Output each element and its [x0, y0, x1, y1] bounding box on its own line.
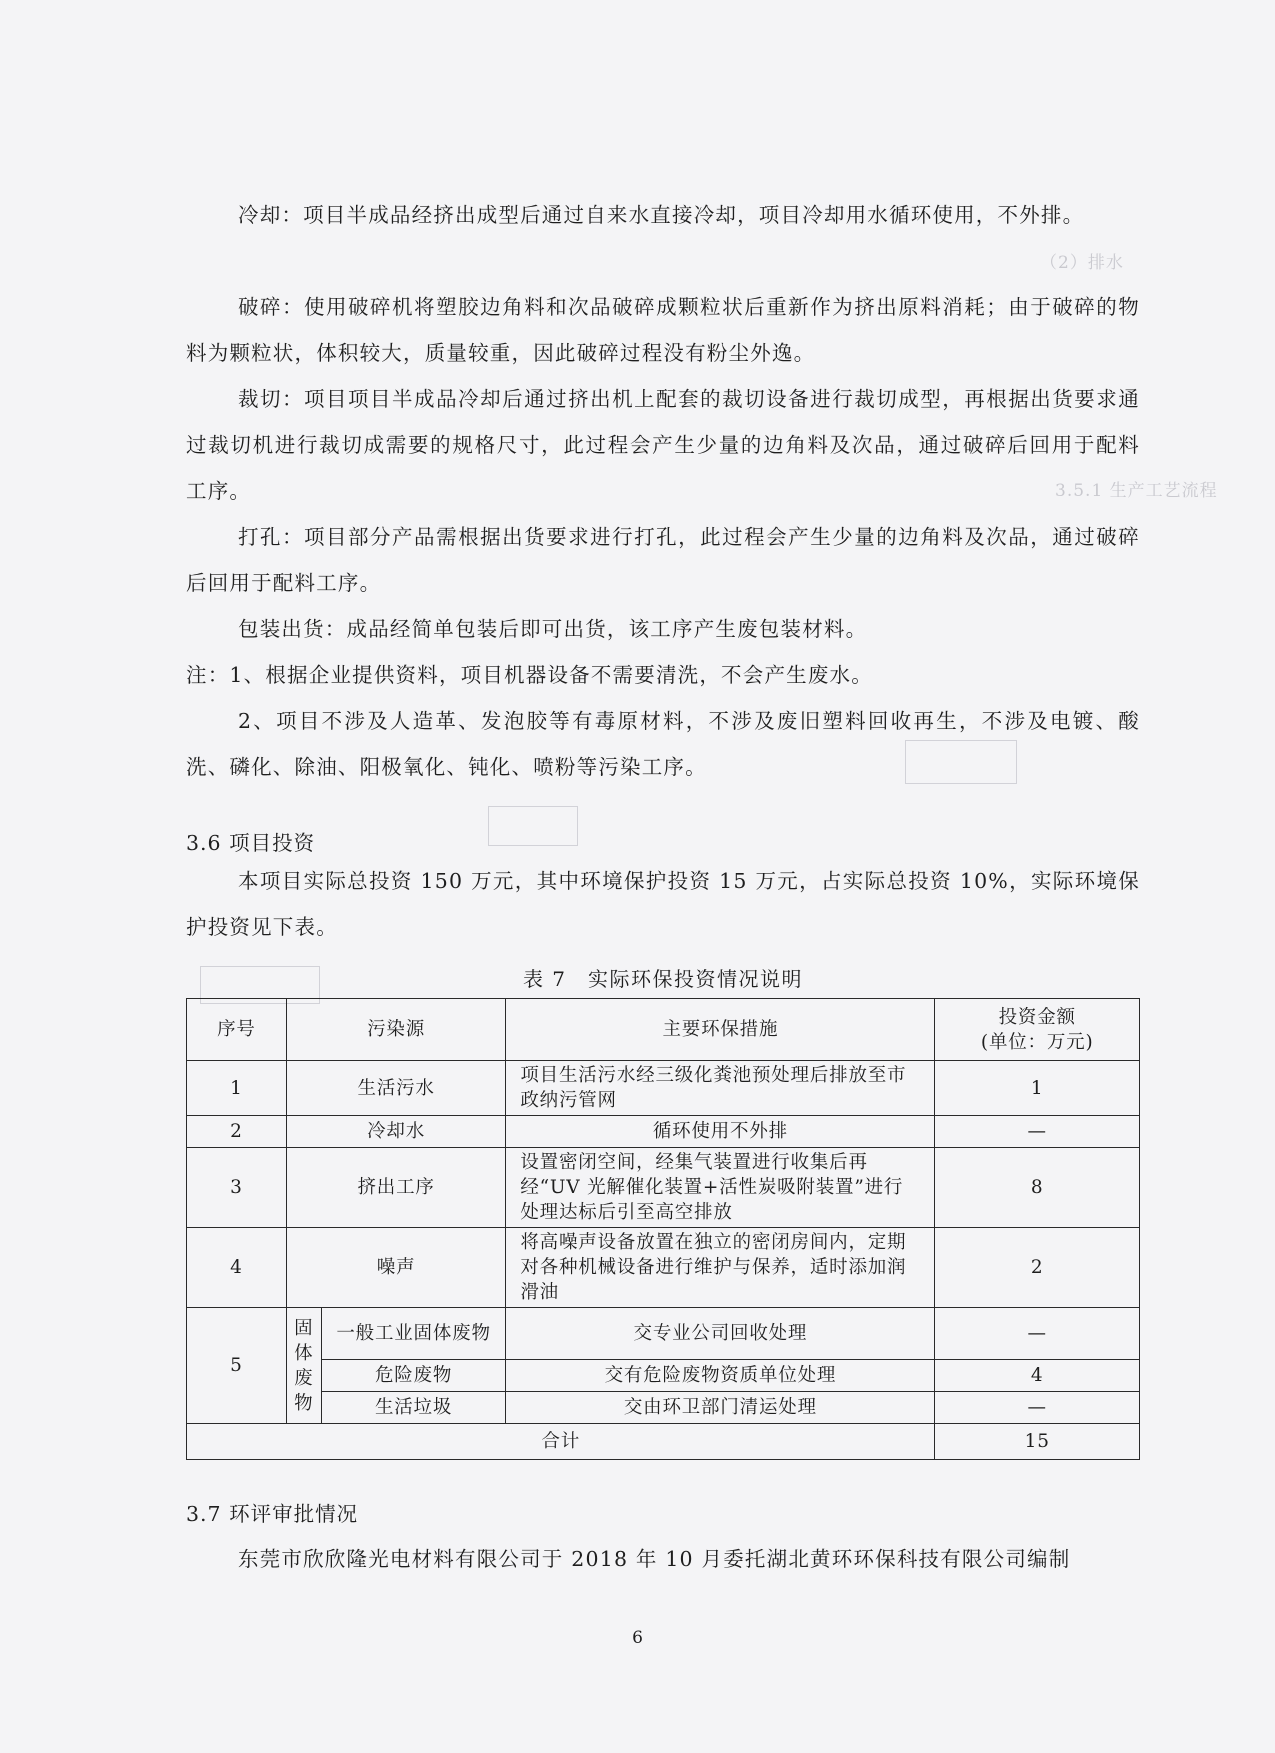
table-row	[187, 1360, 1140, 1392]
show-through-mark: 3.5.1 生产工艺流程	[1055, 481, 1218, 501]
row-amount: 2	[935, 1228, 1140, 1308]
row-source: 挤出工序	[286, 1148, 506, 1228]
row-source: 生活垃圾	[321, 1392, 506, 1424]
group-char: 物	[294, 1392, 314, 1414]
row-source: 生活污水	[286, 1061, 506, 1116]
row-measure: 交由环卫部门清运处理	[506, 1392, 935, 1424]
page-number: 6	[632, 1628, 643, 1648]
paragraph-punching: 打孔：项目部分产品需根据出货要求进行打孔，此过程会产生少量的边角料及次品，通过破碎后回用于配料工序。	[186, 525, 1140, 595]
row-number: 4	[187, 1228, 287, 1308]
row-measure: 交专业公司回收处理	[506, 1308, 935, 1360]
paragraph-cooling: 冷却：项目半成品经挤出成型后通过自来水直接冷却，项目冷却用水循环使用，不外排。	[238, 203, 1085, 227]
show-through-mark: （2）排水	[1040, 253, 1124, 273]
paragraph-packing: 包装出货：成品经简单包装后即可出货，该工序产生废包装材料。	[238, 617, 868, 641]
group-char: 体	[294, 1342, 314, 1364]
row-measure: 项目生活污水经三级化粪池预处理后排放至市政纳污管网	[506, 1061, 935, 1116]
row-amount: —	[935, 1392, 1140, 1424]
row-amount: 4	[935, 1360, 1140, 1392]
row-amount: 8	[935, 1148, 1140, 1228]
table-header-row	[187, 999, 1140, 1061]
show-through-box	[488, 806, 578, 846]
table-row	[187, 1392, 1140, 1424]
row-measure: 设置密闭空间，经集气装置进行收集后再经“UV 光解催化装置+活性炭吸附装置”进行处理达标后引至高空排放	[506, 1148, 935, 1228]
note-1: 注：1、根据企业提供资料，项目机器设备不需要清洗，不会产生废水。	[186, 663, 873, 687]
table-row	[187, 1116, 1140, 1148]
table-caption: 表 7 实际环保投资情况说明	[522, 967, 804, 991]
row-amount: —	[935, 1116, 1140, 1148]
row-source: 一般工业固体废物	[321, 1308, 506, 1360]
investment-table	[186, 998, 1140, 1460]
header-cell: 主要环保措施	[506, 999, 935, 1061]
section-heading-investment: 3.6 项目投资	[186, 831, 316, 855]
total-amount: 15	[935, 1424, 1140, 1460]
row-number: 5	[187, 1308, 287, 1424]
total-label: 合计	[187, 1424, 935, 1460]
row-number: 2	[187, 1116, 287, 1148]
row-number: 3	[187, 1148, 287, 1228]
note-2: 2、项目不涉及人造革、发泡胶等有毒原材料，不涉及废旧塑料回收再生，不涉及电镀、酸洗、磷化、除油、阳极氧化、钝化、喷粉等污染工序。	[186, 709, 1140, 779]
row-source: 冷却水	[286, 1116, 506, 1148]
header-cell: 污染源	[286, 999, 506, 1061]
group-char: 废	[294, 1367, 314, 1389]
table-row	[187, 1148, 1140, 1228]
row-number: 1	[187, 1061, 287, 1116]
paragraph-approval: 东莞市欣欣隆光电材料有限公司于 2018 年 10 月委托湖北黄环环保科技有限公司编制	[238, 1547, 1071, 1571]
table-row	[187, 1061, 1140, 1116]
paragraph-crushing: 破碎：使用破碎机将塑胶边角料和次品破碎成颗粒状后重新作为挤出原料消耗；由于破碎的物料为颗粒状，体积较大，质量较重，因此破碎过程没有粉尘外逸。	[186, 295, 1140, 365]
row-measure: 循环使用不外排	[506, 1116, 935, 1148]
row-amount: —	[935, 1308, 1140, 1360]
header-amount-label: 投资金额	[998, 1006, 1076, 1028]
solid-waste-group-label	[286, 1308, 321, 1424]
table-total-row	[187, 1424, 1140, 1460]
row-source: 噪声	[286, 1228, 506, 1308]
row-amount: 1	[935, 1061, 1140, 1116]
paragraph-investment: 本项目实际总投资 150 万元，其中环境保护投资 15 万元，占实际总投资 10%，实际环境保护投资见下表。	[186, 869, 1140, 939]
row-source: 危险废物	[321, 1360, 506, 1392]
table-row	[187, 1228, 1140, 1308]
header-cell: 序号	[187, 999, 287, 1061]
row-measure: 交有危险废物资质单位处理	[506, 1360, 935, 1392]
table-row	[187, 1308, 1140, 1360]
paragraph-cutting: 裁切：项目项目半成品冷却后通过挤出机上配套的裁切设备进行裁切成型，再根据出货要求通过裁切机进行裁切成需要的规格尺寸，此过程会产生少量的边角料及次品，通过破碎后回用于配料工序。	[186, 387, 1140, 503]
header-cell	[935, 999, 1140, 1061]
header-unit-label: (单位：万元)	[980, 1031, 1094, 1053]
group-char: 固	[294, 1317, 314, 1339]
row-measure: 将高噪声设备放置在独立的密闭房间内，定期对各种机械设备进行维护与保养，适时添加润滑油	[506, 1228, 935, 1308]
section-heading-approval: 3.7 环评审批情况	[186, 1502, 359, 1526]
